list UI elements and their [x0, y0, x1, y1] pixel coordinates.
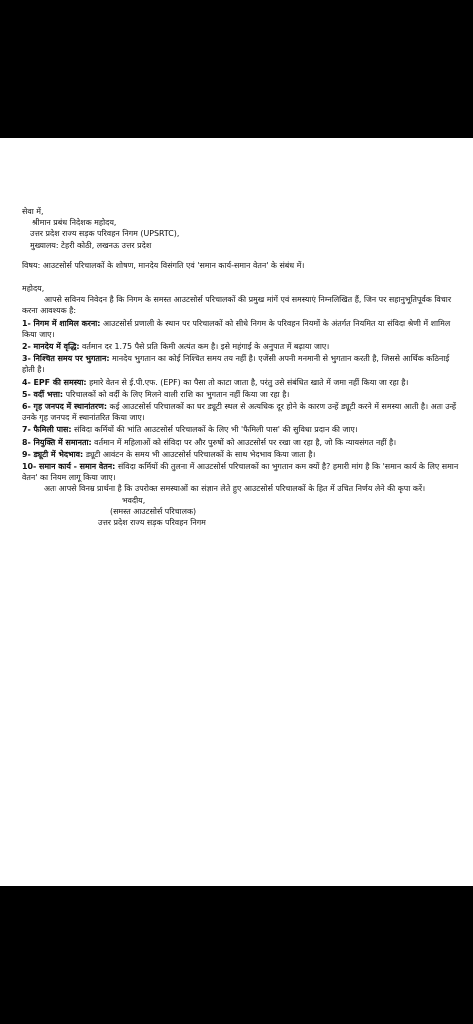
point-heading: 9- ड्यूटी में भेदभाव: — [22, 449, 84, 459]
signature-line: उत्तर प्रदेश राज्य सड़क परिवहन निगम — [98, 518, 206, 528]
signature-line: (समस्त आउटसोर्स परिचालक) — [110, 506, 197, 516]
point-text: संविदा कर्मियों की तुलना में आउटसोर्स परिचालकों का भुगतान कम क्यों है? हमारी मांग है कि 'समान कार्य के लिए समान वेतन' का नियम लागू किया जाए। — [22, 462, 459, 483]
point-heading: 6- गृह जनपद में स्थानांतरण: — [22, 402, 108, 412]
point-text: कई आउटसोर्स परिचालकों का घर ड्यूटी स्थल से अत्यधिक दूर होने के कारण उन्हें ड्यूटी करने में समस्या आती है। अतः उन्हें उनके गृह जनपद में स्थानांतरित किया जाए। — [22, 402, 457, 423]
subject-line: विषय: आउटसोर्स परिचालकों के शोषण, मानदेय विसंगति एवं 'समान कार्य-समान वेतन' के संबंध में। — [22, 260, 305, 270]
demand-point — [22, 341, 460, 352]
point-text: संविदा कर्मियों की भांति आउटसोर्स परिचालकों के लिए भी 'फैमिली पास' की सुविधा प्रदान की जाए। — [71, 425, 358, 435]
demand-point — [22, 437, 460, 448]
demand-point — [22, 389, 460, 400]
demand-point — [22, 449, 460, 460]
demand-point — [22, 424, 460, 435]
point-text: ड्यूटी आवंटन के समय भी आउटसोर्स परिचालकों के साथ भेदभाव किया जाता है। — [83, 449, 316, 459]
demand-point — [22, 353, 460, 375]
demand-point — [22, 461, 460, 483]
point-text: परिचालकों को वर्दी के लिए मिलने वाली राशि का भुगतान नहीं किया जा रहा है। — [63, 389, 290, 399]
point-text: वर्तमान में महिलाओं को संविदा पर और पुरुषों को आउटसोर्स पर रखा जा रहा है, जो कि न्यायसंगत नहीं है। — [91, 437, 397, 447]
point-heading: 4- EPF की समस्या: — [22, 377, 87, 387]
point-heading: 5- वर्दी भत्ता: — [22, 389, 64, 399]
letter-body — [22, 206, 460, 528]
point-text: वर्तमान दर 1.75 पैसे प्रति किमी अत्यंत कम है। इसे महंगाई के अनुपात में बढ़ाया जाए। — [79, 342, 330, 352]
addressee-line: उत्तर प्रदेश राज्य सड़क परिवहन निगम (UPSRTC), — [30, 229, 180, 239]
point-heading: 7- फैमिली पास: — [22, 425, 72, 435]
salutation-to: सेवा में, — [22, 207, 44, 216]
point-heading: 8- नियुक्ति में समानता: — [22, 437, 92, 447]
request-paragraph: अतः आपसे विनम्र प्रार्थना है कि उपरोक्त समस्याओं का संज्ञान लेते हुए आउटसोर्स परिचालकों के हित में उचित निर्णय लेने की कृपा करें। — [44, 484, 426, 494]
demand-point — [22, 377, 460, 388]
point-heading: 3- निश्चित समय पर भुगतान: — [22, 354, 110, 364]
greeting: महोदय, — [22, 284, 45, 294]
point-heading: 2- मानदेय में वृद्धि: — [22, 342, 80, 352]
point-text: मानदेय भुगतान का कोई निश्चित समय तय नहीं है। एजेंसी अपनी मनमानी से भुगतान करती है, जिससे आर्थिक कठिनाई होती है। — [22, 354, 450, 375]
point-heading: 1- निगम में शामिल करना: — [22, 318, 101, 328]
demand-point — [22, 401, 460, 423]
intro-paragraph: आपसे सविनय निवेदन है कि निगम के समस्त आउटसोर्स परिचालकों की प्रमुख मांगें एवं समस्याएं निम्नलिखित हैं, जिन पर सहानुभूतिपूर्वक विचार करना आवश्यक है: — [22, 295, 452, 316]
addressee-line: मुख्यालय: टेहरी कोठी, लखनऊ उत्तर प्रदेश — [30, 240, 152, 250]
point-text: हमारे वेतन से ई.पी.एफ. (EPF) का पैसा तो काटा जाता है, परंतु उसे संबंधित खाते में जमा नहीं किया जा रहा है। — [86, 377, 409, 387]
closing: भवदीय, — [122, 495, 146, 505]
addressee-line: श्रीमान प्रबंध निदेशक महोदय, — [32, 218, 117, 228]
demand-point — [22, 318, 460, 340]
point-heading: 10- समान कार्य - समान वेतन: — [22, 462, 116, 472]
point-text: आउटसोर्स प्रणाली के स्थान पर परिचालकों को सीधे निगम के परिवहन नियमों के अंतर्गत नियमित या संविदा श्रेणी में शामिल किया जाए। — [22, 318, 451, 339]
letter-page — [0, 138, 473, 886]
